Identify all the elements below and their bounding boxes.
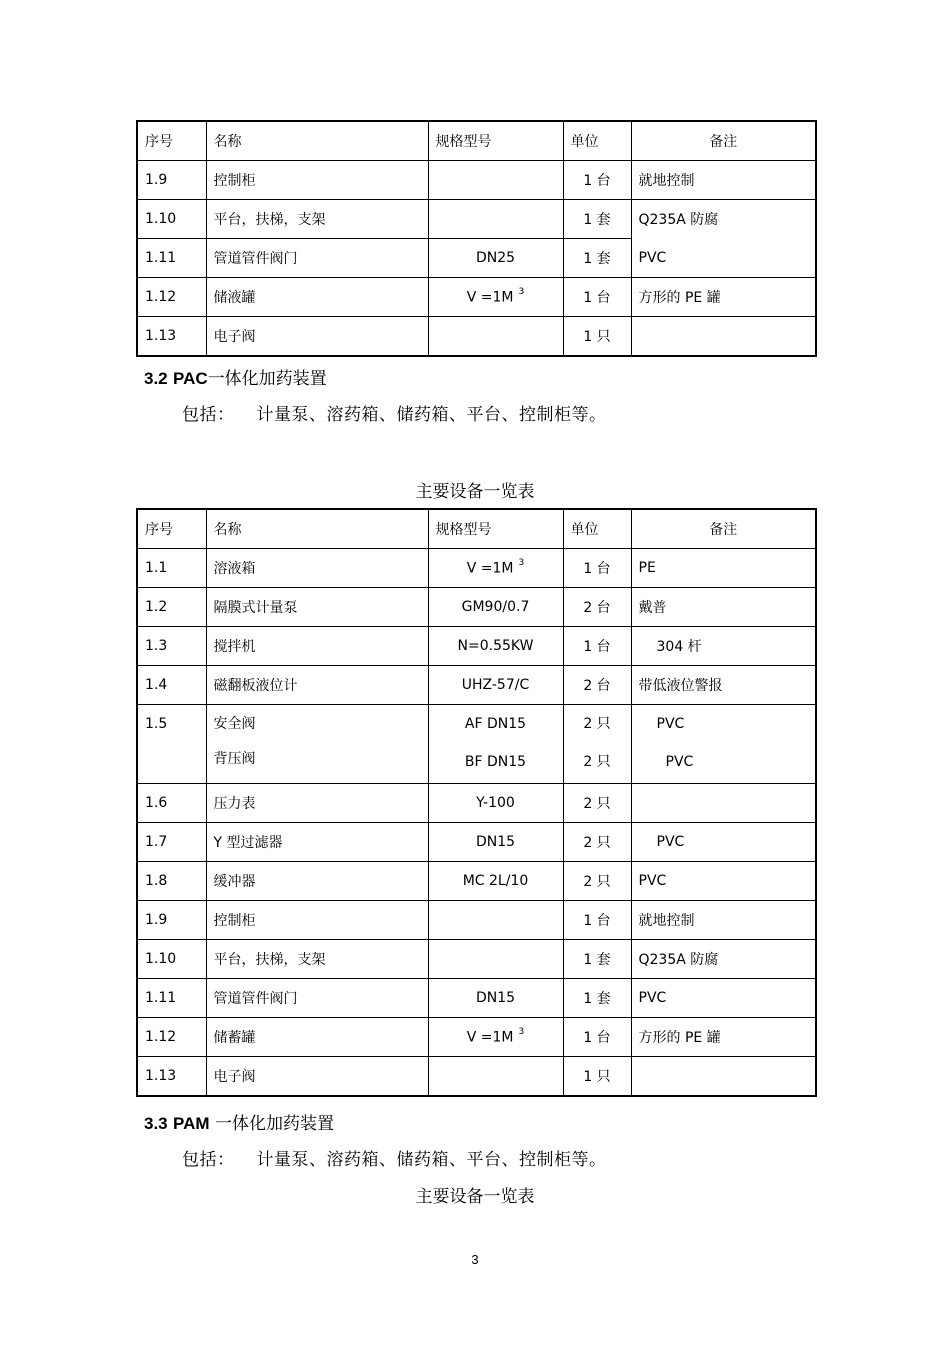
cell-note: Q235A 防腐 [631,200,816,239]
section-heading-pam [144,1109,334,1134]
header-cell-no: 序号 [137,509,206,549]
cell-name [206,705,428,784]
cell-name: 储液罐 [206,278,428,317]
cell-note: PVC [631,239,816,278]
header-cell-note: 备注 [631,509,816,549]
cell-no: 1.10 [137,200,206,239]
table-row [137,1018,816,1057]
cell-unit: 1 只 [563,1057,631,1097]
cell-note-line2: PVC [665,754,694,770]
cell-note: PVC [631,979,816,1018]
table-row [137,901,816,940]
cell-unit: 1 台 [563,627,631,666]
header-cell-name: 名称 [206,509,428,549]
cell-spec: Y-100 [428,784,563,823]
cell-unit: 2 台 [563,666,631,705]
cell-spec: MC 2L/10 [428,862,563,901]
cell-spec-line2: BF DN15 [464,754,527,770]
cell-unit: 1 只 [563,317,631,357]
cell-name: 电子阀 [206,317,428,357]
cell-name: 控制柜 [206,901,428,940]
cell-name-line1: 安全阀 [213,716,256,732]
superscript: 3 [518,286,525,297]
cell-spec-line1: AF DN15 [464,716,527,732]
table-row [137,666,816,705]
cell-spec: GM90/0.7 [428,588,563,627]
header-cell-no: 序号 [137,121,206,161]
cell-name: 溶液箱 [206,549,428,588]
cell-no: 1.8 [137,862,206,901]
table-row [137,1057,816,1097]
cell-no: 1.2 [137,588,206,627]
superscript: 3 [518,557,525,568]
superscript: 3 [518,1026,525,1037]
section-number: 3.2 [144,369,168,388]
cell-name: 磁翻板液位计 [206,666,428,705]
cell-note: 就地控制 [631,161,816,200]
cell-spec: UHZ-57/C [428,666,563,705]
header-cell-unit: 单位 [563,121,631,161]
cell-name: 管道管件阀门 [206,239,428,278]
table-row [137,979,816,1018]
cell-note [631,784,816,823]
cell-no: 1.4 [137,666,206,705]
cell-name: 控制柜 [206,161,428,200]
header-cell-spec: 规格型号 [428,121,563,161]
equipment-table-continued [136,120,817,357]
cell-note: PVC [631,823,816,862]
section-title: 一体化加药装置 [214,1114,334,1134]
cell-no: 1.9 [137,161,206,200]
cell-unit: 2 只 [563,823,631,862]
cell-name: 缓冲器 [206,862,428,901]
cell-unit: 1 套 [563,940,631,979]
page-number: 3 [471,1252,479,1267]
cell-name-line2: 背压阀 [213,751,256,767]
cell-note: 戴普 [631,588,816,627]
cell-note [631,1057,816,1097]
cell-note: PVC [631,862,816,901]
cell-spec [428,940,563,979]
table-row [137,200,816,239]
equipment-table-pac [136,508,817,1097]
cell-name: 压力表 [206,784,428,823]
header-cell-spec: 规格型号 [428,509,563,549]
cell-unit: 2 只 [563,784,631,823]
table-row [137,784,816,823]
cell-unit: 1 套 [563,239,631,278]
cell-name: 隔膜式计量泵 [206,588,428,627]
table-row [137,317,816,357]
table-caption-pac: 主要设备一览表 [415,482,535,502]
cell-spec [428,161,563,200]
includes-label: 包括： [182,405,235,425]
cell-unit: 1 台 [563,1018,631,1057]
table-row [137,549,816,588]
cell-note: Q235A 防腐 [631,940,816,979]
cell-no-text: 1.5 [145,716,168,732]
spec-text: V =1M [466,289,514,306]
cell-no: 1.13 [137,1057,206,1097]
cell-unit: 1 套 [563,200,631,239]
includes-text: 计量泵、溶药箱、储药箱、平台、控制柜等。 [256,1150,607,1170]
cell-spec [428,278,563,317]
cell-unit-line1: 2 只 [583,716,611,732]
cell-name: 电子阀 [206,1057,428,1097]
cell-unit: 1 台 [563,278,631,317]
includes-line-pac [182,400,607,425]
cell-unit: 1 台 [563,161,631,200]
cell-spec [428,1057,563,1097]
cell-unit [563,705,631,784]
cell-no: 1.7 [137,823,206,862]
cell-note [631,317,816,357]
section-title: 一体化加药装置 [207,369,327,389]
cell-no: 1.3 [137,627,206,666]
cell-note: 方形的 PE 罐 [631,1018,816,1057]
table-row [137,705,816,784]
spec-text: V =1M [466,560,514,577]
cell-no: 1.13 [137,317,206,357]
spec-text: V =1M [466,1029,514,1046]
table-header-row [137,121,816,161]
cell-unit: 2 只 [563,862,631,901]
table-row [137,588,816,627]
table-header-row [137,509,816,549]
includes-label: 包括： [182,1150,235,1170]
cell-note: 304 杆 [631,627,816,666]
header-cell-name: 名称 [206,121,428,161]
cell-spec [428,901,563,940]
section-heading-pac [144,364,327,389]
table-row [137,161,816,200]
table-row [137,940,816,979]
cell-no: 1.6 [137,784,206,823]
cell-spec: DN15 [428,979,563,1018]
cell-no: 1.12 [137,1018,206,1057]
cell-no [137,705,206,784]
cell-spec: DN15 [428,823,563,862]
table-row [137,239,816,278]
header-cell-note: 备注 [631,121,816,161]
section-code: PAC [173,369,208,388]
cell-no: 1.11 [137,239,206,278]
cell-unit: 1 台 [563,901,631,940]
cell-name: 管道管件阀门 [206,979,428,1018]
section-number: 3.3 [144,1114,168,1133]
cell-spec: N=0.55KW [428,627,563,666]
cell-no: 1.12 [137,278,206,317]
cell-note: 带低液位警报 [631,666,816,705]
cell-note [631,705,816,784]
cell-spec: DN25 [428,239,563,278]
cell-spec [428,705,563,784]
cell-name: Y 型过滤器 [206,823,428,862]
cell-unit-line2: 2 只 [583,754,611,770]
cell-unit: 2 台 [563,588,631,627]
cell-note: PE [631,549,816,588]
includes-line-pam [182,1145,607,1170]
section-code: PAM [173,1114,210,1133]
cell-no: 1.11 [137,979,206,1018]
table-row [137,627,816,666]
cell-note: 方形的 PE 罐 [631,278,816,317]
header-cell-unit: 单位 [563,509,631,549]
cell-spec [428,200,563,239]
cell-no: 1.9 [137,901,206,940]
cell-unit: 1 套 [563,979,631,1018]
cell-no: 1.1 [137,549,206,588]
cell-unit: 1 台 [563,549,631,588]
cell-no: 1.10 [137,940,206,979]
cell-name: 储蓄罐 [206,1018,428,1057]
cell-note-line1: PVC [656,716,685,732]
table-row [137,278,816,317]
cell-name: 搅拌机 [206,627,428,666]
cell-spec [428,549,563,588]
includes-text: 计量泵、溶药箱、储药箱、平台、控制柜等。 [256,405,607,425]
table-row [137,862,816,901]
table-caption-pam: 主要设备一览表 [415,1187,535,1207]
table-row [137,823,816,862]
cell-name: 平台，扶梯，支架 [206,200,428,239]
cell-name: 平台，扶梯，支架 [206,940,428,979]
cell-note: 就地控制 [631,901,816,940]
cell-spec [428,1018,563,1057]
cell-spec [428,317,563,357]
